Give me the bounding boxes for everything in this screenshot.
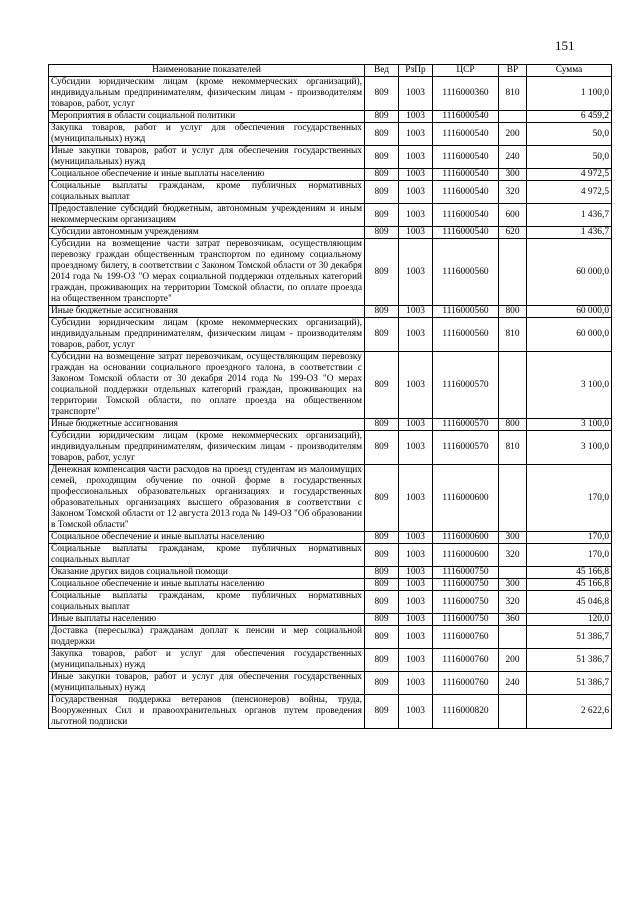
cell-sum: 60 000,0: [527, 318, 612, 352]
cell-vr: 600: [499, 204, 527, 227]
cell-csr: 1116000750: [433, 579, 499, 591]
cell-csr: 1116000560: [433, 318, 499, 352]
table-row: [49, 146, 612, 169]
cell-rzpr: 1003: [399, 567, 433, 579]
cell-sum: 170,0: [527, 465, 612, 532]
cell-name: Субсидии автономным учреждениям: [49, 227, 365, 239]
table-row: [49, 567, 612, 579]
cell-ved: 809: [365, 431, 399, 465]
cell-rzpr: 1003: [399, 431, 433, 465]
cell-ved: 809: [365, 626, 399, 649]
cell-sum: 6 459,2: [527, 111, 612, 123]
cell-name: Мероприятия в области социальной политики: [49, 111, 365, 123]
cell-rzpr: 1003: [399, 532, 433, 544]
cell-sum: 51 386,7: [527, 672, 612, 695]
cell-csr: 1116000540: [433, 169, 499, 181]
cell-vr: 620: [499, 227, 527, 239]
cell-vr: [499, 352, 527, 419]
cell-sum: 45 166,8: [527, 567, 612, 579]
cell-name: Субсидии на возмещение затрат перевозчикам, осуществляющим перевозку граждан на основании социального проездного талона, в соответствии с Законом Томской области от 30 декабря 2014 года № 199-ОЗ "О мерах социальной поддержки отдельных категорий граждан, проживающих на территории Томской области, по оплате проезда на общественном транспорте": [49, 352, 365, 419]
column-header-name: Наименование показателей: [49, 65, 365, 77]
cell-rzpr: 1003: [399, 352, 433, 419]
cell-rzpr: 1003: [399, 579, 433, 591]
page-number: 151: [555, 38, 575, 53]
cell-sum: 1 100,0: [527, 77, 612, 111]
cell-rzpr: 1003: [399, 111, 433, 123]
table-row: [49, 532, 612, 544]
cell-vr: [499, 465, 527, 532]
cell-name: Субсидии юридическим лицам (кроме некоммерческих организаций), индивидуальным предпринимателям, физическим лицам - производителям товаров, работ, услуг: [49, 431, 365, 465]
cell-rzpr: 1003: [399, 181, 433, 204]
cell-sum: 3 100,0: [527, 419, 612, 431]
cell-sum: 45 166,8: [527, 579, 612, 591]
cell-csr: 1116000750: [433, 614, 499, 626]
table-row: [49, 626, 612, 649]
column-header-vr: ВР: [499, 65, 527, 77]
cell-vr: 810: [499, 318, 527, 352]
cell-ved: 809: [365, 181, 399, 204]
cell-name: Социальное обеспечение и иные выплаты населению: [49, 532, 365, 544]
cell-sum: 4 972,5: [527, 181, 612, 204]
cell-csr: 1116000360: [433, 77, 499, 111]
cell-sum: 120,0: [527, 614, 612, 626]
cell-ved: 809: [365, 532, 399, 544]
cell-rzpr: 1003: [399, 169, 433, 181]
cell-sum: 60 000,0: [527, 306, 612, 318]
cell-csr: 1116000570: [433, 419, 499, 431]
cell-csr: 1116000540: [433, 123, 499, 146]
cell-sum: 2 622,6: [527, 695, 612, 729]
budget-table: [48, 64, 612, 729]
table-row: [49, 352, 612, 419]
cell-name: Доставка (пересылка) гражданам доплат к пенсии и мер социальной поддержки: [49, 626, 365, 649]
cell-csr: 1116000600: [433, 532, 499, 544]
cell-name: Денежная компенсация части расходов на проезд студентам из малоимущих семей, проходящим обучение по очной форме в государственных профессиональных образовательных организациях и государственных образовательных организациях высшего образования в соответствии с Законом Томской области от 12 августа 2013 года № 149-ОЗ "Об образовании в Томской области": [49, 465, 365, 532]
cell-name: Субсидии юридическим лицам (кроме некоммерческих организаций), индивидуальным предпринимателям, физическим лицам - производителям товаров, работ, услуг: [49, 318, 365, 352]
cell-ved: 809: [365, 239, 399, 306]
cell-ved: 809: [365, 544, 399, 567]
table-row: [49, 579, 612, 591]
cell-rzpr: 1003: [399, 419, 433, 431]
cell-vr: [499, 626, 527, 649]
cell-ved: 809: [365, 146, 399, 169]
cell-ved: 809: [365, 649, 399, 672]
cell-csr: 1116000570: [433, 431, 499, 465]
cell-rzpr: 1003: [399, 695, 433, 729]
cell-csr: 1116000760: [433, 626, 499, 649]
cell-ved: 809: [365, 579, 399, 591]
cell-rzpr: 1003: [399, 318, 433, 352]
cell-ved: 809: [365, 111, 399, 123]
cell-sum: 60 000,0: [527, 239, 612, 306]
table-row: [49, 649, 612, 672]
cell-sum: 50,0: [527, 146, 612, 169]
cell-rzpr: 1003: [399, 239, 433, 306]
table-row: [49, 431, 612, 465]
table-row: [49, 544, 612, 567]
table-row: [49, 77, 612, 111]
table-row: [49, 306, 612, 318]
cell-ved: 809: [365, 567, 399, 579]
column-header-sum: Сумма: [527, 65, 612, 77]
cell-ved: 809: [365, 352, 399, 419]
cell-vr: 320: [499, 544, 527, 567]
cell-rzpr: 1003: [399, 77, 433, 111]
cell-rzpr: 1003: [399, 306, 433, 318]
table-row: [49, 318, 612, 352]
cell-csr: 1116000540: [433, 111, 499, 123]
cell-name: Социальные выплаты гражданам, кроме публичных нормативных социальных выплат: [49, 591, 365, 614]
cell-rzpr: 1003: [399, 626, 433, 649]
cell-sum: 3 100,0: [527, 431, 612, 465]
table-row: [49, 614, 612, 626]
cell-vr: 810: [499, 77, 527, 111]
cell-rzpr: 1003: [399, 146, 433, 169]
cell-csr: 1116000750: [433, 591, 499, 614]
table-row: [49, 169, 612, 181]
cell-vr: [499, 567, 527, 579]
table-row: [49, 465, 612, 532]
cell-csr: 1116000560: [433, 306, 499, 318]
cell-vr: 320: [499, 181, 527, 204]
cell-vr: 360: [499, 614, 527, 626]
cell-ved: 809: [365, 591, 399, 614]
cell-sum: 4 972,5: [527, 169, 612, 181]
cell-ved: 809: [365, 318, 399, 352]
cell-name: Оказание других видов социальной помощи: [49, 567, 365, 579]
cell-name: Социальные выплаты гражданам, кроме публичных нормативных социальных выплат: [49, 181, 365, 204]
cell-name: Закупка товаров, работ и услуг для обеспечения государственных (муниципальных) нужд: [49, 123, 365, 146]
cell-rzpr: 1003: [399, 123, 433, 146]
cell-ved: 809: [365, 169, 399, 181]
cell-rzpr: 1003: [399, 544, 433, 567]
column-header-csr: ЦСР: [433, 65, 499, 77]
table-row: [49, 672, 612, 695]
table-row: [49, 591, 612, 614]
cell-name: Предоставление субсидий бюджетным, автономным учреждениям и иным некоммерческим организациям: [49, 204, 365, 227]
cell-csr: 1116000540: [433, 204, 499, 227]
cell-ved: 809: [365, 695, 399, 729]
cell-ved: 809: [365, 672, 399, 695]
cell-name: Субсидии юридическим лицам (кроме некоммерческих организаций), индивидуальным предпринимателям, физическим лицам - производителям товаров, работ, услуг: [49, 77, 365, 111]
cell-ved: 809: [365, 419, 399, 431]
cell-vr: 200: [499, 649, 527, 672]
cell-vr: 240: [499, 146, 527, 169]
table-row: [49, 419, 612, 431]
cell-csr: 1116000760: [433, 649, 499, 672]
cell-sum: 45 046,8: [527, 591, 612, 614]
cell-rzpr: 1003: [399, 614, 433, 626]
cell-sum: 50,0: [527, 123, 612, 146]
cell-vr: 320: [499, 591, 527, 614]
cell-csr: 1116000540: [433, 181, 499, 204]
cell-sum: 51 386,7: [527, 649, 612, 672]
cell-name: Социальное обеспечение и иные выплаты населению: [49, 169, 365, 181]
cell-vr: 300: [499, 532, 527, 544]
cell-name: Социальное обеспечение и иные выплаты населению: [49, 579, 365, 591]
table-row: [49, 204, 612, 227]
cell-rzpr: 1003: [399, 227, 433, 239]
cell-name: Социальные выплаты гражданам, кроме публичных нормативных социальных выплат: [49, 544, 365, 567]
table-row: [49, 181, 612, 204]
cell-rzpr: 1003: [399, 591, 433, 614]
cell-name: Иные закупки товаров, работ и услуг для обеспечения государственных (муниципальных) нужд: [49, 146, 365, 169]
cell-ved: 809: [365, 77, 399, 111]
table-row: [49, 123, 612, 146]
table-row: [49, 227, 612, 239]
cell-name: Субсидии на возмещение части затрат перевозчикам, осуществляющим перевозку граждан общественным транспортом по единому социальному проездному билету, в соответствии с Законом Томской области от 30 декабря 2014 года № 199-ОЗ "О мерах социальной поддержки отдельных категорий граждан, проживающих на территории Томской области, по оплате проезда на общественном транспорте": [49, 239, 365, 306]
cell-vr: 300: [499, 579, 527, 591]
cell-vr: 300: [499, 169, 527, 181]
cell-sum: 51 386,7: [527, 626, 612, 649]
cell-csr: 1116000600: [433, 544, 499, 567]
cell-csr: 1116000820: [433, 695, 499, 729]
table-row: [49, 111, 612, 123]
cell-rzpr: 1003: [399, 649, 433, 672]
cell-csr: 1116000760: [433, 672, 499, 695]
cell-csr: 1116000750: [433, 567, 499, 579]
cell-rzpr: 1003: [399, 672, 433, 695]
cell-ved: 809: [365, 204, 399, 227]
cell-sum: 1 436,7: [527, 227, 612, 239]
cell-name: Иные бюджетные ассигнования: [49, 419, 365, 431]
cell-vr: [499, 239, 527, 306]
cell-ved: 809: [365, 306, 399, 318]
table-header-row: [49, 65, 612, 77]
cell-ved: 809: [365, 614, 399, 626]
cell-name: Государственная поддержка ветеранов (пенсионеров) войны, труда, Вооруженных Сил и правоохранительных органов путем проведения льготной подписки: [49, 695, 365, 729]
cell-csr: 1116000570: [433, 352, 499, 419]
cell-csr: 1116000540: [433, 227, 499, 239]
column-header-ved: Вед: [365, 65, 399, 77]
cell-sum: 1 436,7: [527, 204, 612, 227]
cell-vr: [499, 111, 527, 123]
cell-name: Закупка товаров, работ и услуг для обеспечения государственных (муниципальных) нужд: [49, 649, 365, 672]
cell-name: Иные выплаты населению: [49, 614, 365, 626]
cell-sum: 170,0: [527, 532, 612, 544]
cell-rzpr: 1003: [399, 465, 433, 532]
table-row: [49, 695, 612, 729]
cell-csr: 1116000540: [433, 146, 499, 169]
cell-ved: 809: [365, 123, 399, 146]
cell-vr: 200: [499, 123, 527, 146]
cell-ved: 809: [365, 465, 399, 532]
cell-name: Иные закупки товаров, работ и услуг для обеспечения государственных (муниципальных) нужд: [49, 672, 365, 695]
cell-vr: 810: [499, 431, 527, 465]
cell-vr: 240: [499, 672, 527, 695]
cell-ved: 809: [365, 227, 399, 239]
cell-vr: [499, 695, 527, 729]
cell-csr: 1116000560: [433, 239, 499, 306]
cell-csr: 1116000600: [433, 465, 499, 532]
cell-sum: 3 100,0: [527, 352, 612, 419]
cell-rzpr: 1003: [399, 204, 433, 227]
cell-vr: 800: [499, 306, 527, 318]
table-row: [49, 239, 612, 306]
cell-vr: 800: [499, 419, 527, 431]
cell-sum: 170,0: [527, 544, 612, 567]
column-header-rzpr: РзПр: [399, 65, 433, 77]
cell-name: Иные бюджетные ассигнования: [49, 306, 365, 318]
